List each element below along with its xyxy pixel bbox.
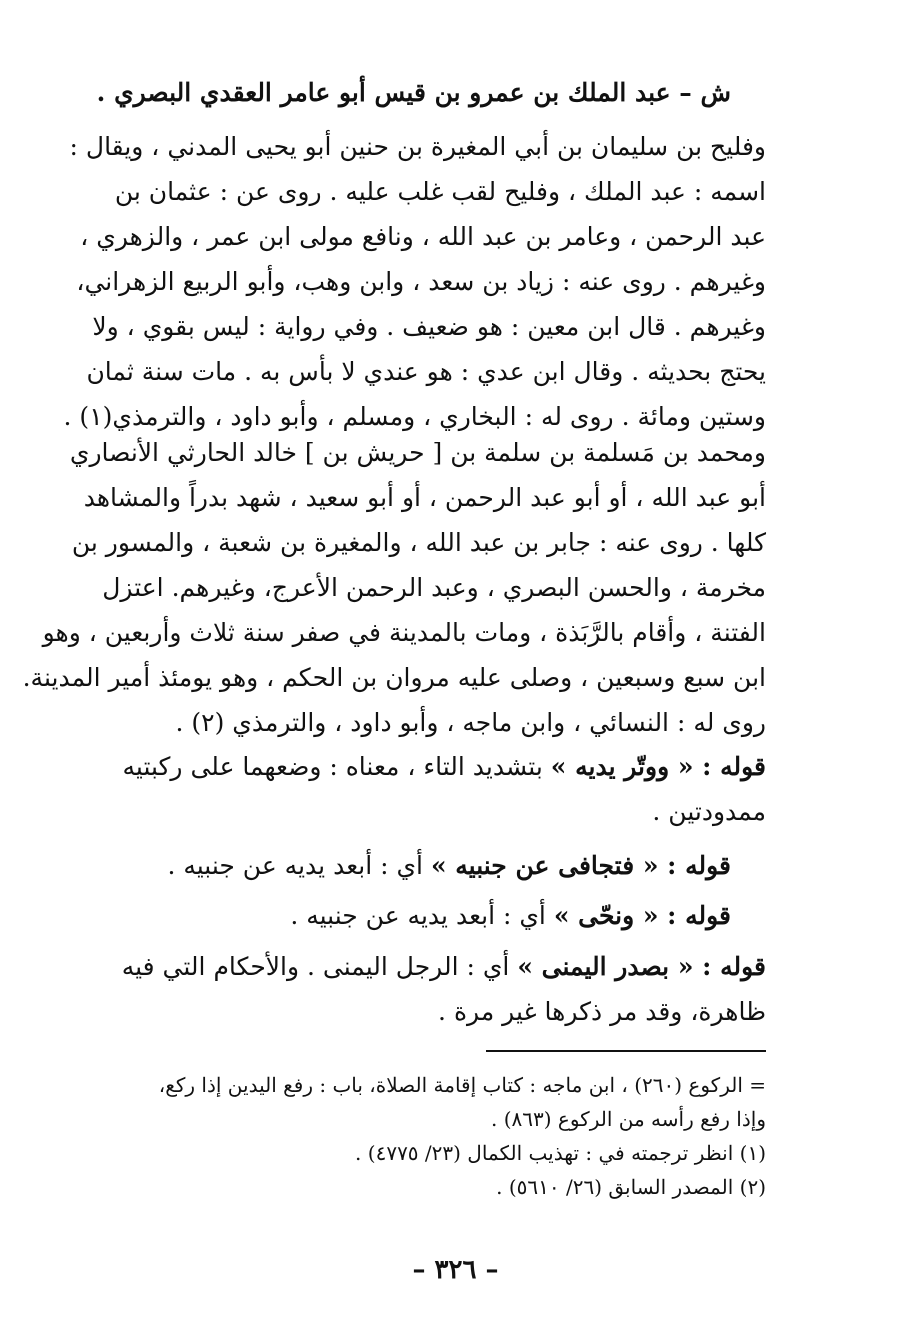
paragraph-line: وفليح بن سليمان بن أبي المغيرة بن حنين أبو يحيى المدني ، ويقال : [69, 132, 766, 161]
quote-text: بتشديد التاء ، معناه : وضعهما على ركبتيه [122, 752, 543, 781]
footnotes [90, 1068, 766, 1204]
paragraph-muhammad [22, 430, 766, 745]
footnote-line: (١) انظر ترجمته في : تهذيب الكمال (٢٣/ ٤٧٧٥) . [355, 1141, 766, 1165]
paragraph-line: وغيرهم . روى عنه : زياد بن سعد ، وابن وهب، وأبو الربيع الزهراني، [76, 267, 766, 296]
paragraph-line: يحتج بحديثه . وقال ابن عدي : هو عندي لا بأس به . مات سنة ثمان [86, 357, 766, 386]
paragraph-line: وغيرهم . قال ابن معين : هو ضعيف . وفي رواية : ليس بقوي ، ولا [92, 312, 766, 341]
paragraph-falih [63, 124, 766, 439]
footnote-line: (٢) المصدر السابق (٢٦/ ٥٦١٠) . [496, 1175, 766, 1199]
paragraph-line: عبد الرحمن ، وعامر بن عبد الله ، ونافع مولى ابن عمر ، والزهري ، [80, 222, 766, 251]
quote-label: قوله : « فتجافى عن جنبيه » [430, 851, 731, 880]
paragraph-line: مخرمة ، والحسن البصري ، وعبد الرحمن الأعرج، وغيرهم. اعتزل [102, 573, 766, 602]
paragraph-line: روى له : النسائي ، وابن ماجه ، وأبو داود ، والترمذي (٢) . [175, 708, 766, 737]
paragraph-line: اسمه : عبد الملك ، وفليح لقب غلب عليه . روى عن : عثمان بن [114, 177, 766, 206]
footnote-line: وإذا رفع رأسه من الركوع (٨٦٣) . [490, 1107, 766, 1131]
footnote-divider [486, 1050, 766, 1052]
paragraph-line [80, 893, 731, 938]
page-number: – ٣٢٦ – [412, 1255, 499, 1285]
paragraph-watar [80, 744, 766, 834]
header-entry [96, 70, 731, 115]
paragraph-line: الفتنة ، وأقام بالرَّبَذة ، ومات بالمدينة في صفر سنة ثلاث وأربعين ، وهو [42, 618, 766, 647]
paragraph-tajafa [80, 843, 731, 888]
quote-text: أي : الرجل اليمنى . والأحكام التي فيه [121, 952, 510, 981]
quote-label: قوله : « ونحّى » [553, 901, 731, 930]
paragraph-line: كلها . روى عنه : جابر بن عبد الله ، والمغيرة بن شعبة ، والمسور بن [71, 528, 766, 557]
paragraph-line [80, 843, 731, 888]
paragraph-line: ابن سبع وسبعين ، وصلى عليه مروان بن الحكم ، وهو يومئذ أمير المدينة. [22, 663, 766, 692]
header-line: ش – عبد الملك بن عمرو بن قيس أبو عامر العقدي البصري . [96, 78, 731, 107]
paragraph-sadr [80, 944, 766, 1034]
paragraph-line: أبو عبد الله ، أو أبو عبد الرحمن ، أو أبو سعيد ، شهد بدراً والمشاهد [83, 483, 766, 512]
footnote-line: = الركوع (٢٦٠) ، ابن ماجه : كتاب إقامة الصلاة، باب : رفع اليدين إذا ركع، [158, 1073, 766, 1097]
paragraph-line: وستين ومائة . روى له : البخاري ، ومسلم ، وأبو داود ، والترمذي(١) . [63, 402, 766, 431]
paragraph-line [80, 944, 766, 989]
paragraph-line [80, 744, 766, 789]
paragraph-line: ظاهرة، وقد مر ذكرها غير مرة . [438, 997, 766, 1026]
quote-text: أي : أبعد يديه عن جنبيه . [290, 901, 546, 930]
quote-label: قوله : « ووتّر يديه » [550, 752, 766, 781]
quote-label: قوله : « بصدر اليمنى » [517, 952, 766, 981]
quote-text: أي : أبعد يديه عن جنبيه . [167, 851, 423, 880]
paragraph-line: ومحمد بن مَسلمة بن سلمة بن [ حريش بن ] خالد الحارثي الأنصاري [69, 438, 766, 467]
paragraph-line: ممدودتين . [652, 797, 766, 826]
paragraph-nahha [80, 893, 731, 938]
